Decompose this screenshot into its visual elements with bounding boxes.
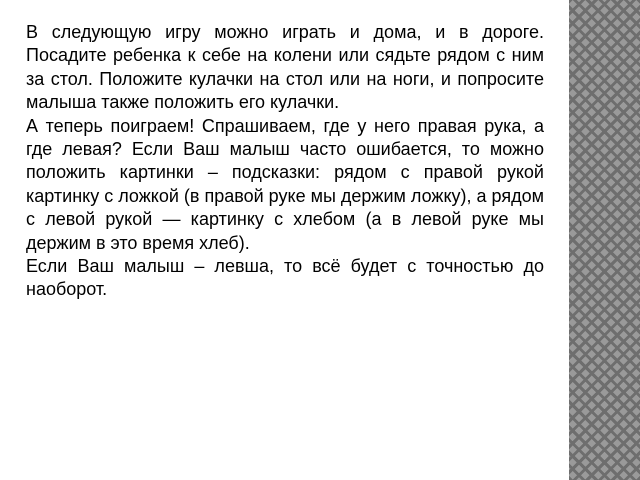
paragraph-intro: В следующую игру можно играть и дома, и в дороге. Посадите ребенка к себе на колени или сядьте рядом с ним за стол. Положите кулачки на стол или на ноги, и попросите малыша также положить его кулачки. xyxy=(26,22,544,113)
decorative-side-band xyxy=(569,0,640,480)
paragraph-game: А теперь поиграем! Спрашиваем, где у него правая рука, а где левая? Если Ваш малыш часто ошибается, то можно положить картинки – подсказки: рядом с правой рукой картинку с ложкой (в правой руке мы держим ложку), а рядом с левой рукой — картинку с хлебом (а в левой руке мы держим в это время хлеб). xyxy=(26,115,544,253)
paragraph-lefty: Если Ваш малыш – левша, то всё будет с точностью до наоборот. xyxy=(26,256,544,300)
text-frame xyxy=(26,21,544,461)
